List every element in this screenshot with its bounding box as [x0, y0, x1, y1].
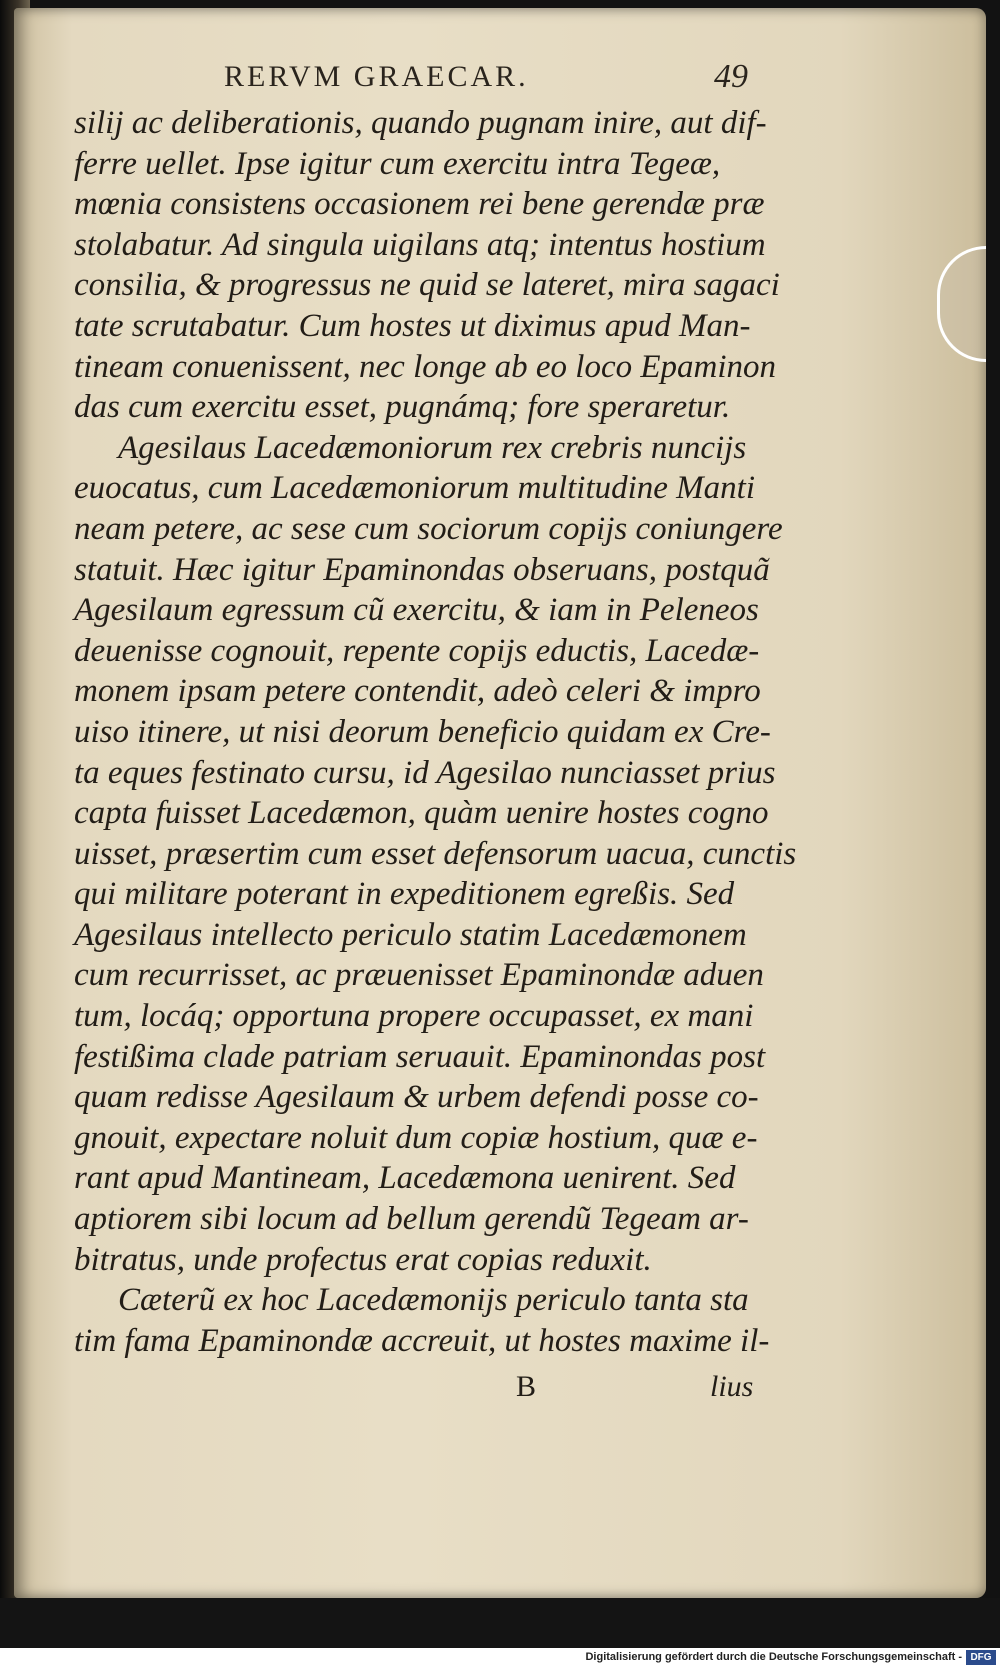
running-head: RERVM GRAECAR. — [224, 60, 529, 93]
text-line: stolabatur. Ad singula uigilans atq; intentus hostium — [74, 226, 766, 263]
text-line: tate scrutabatur. Cum hostes ut diximus apud Man- — [74, 307, 751, 344]
text-line: das cum exercitu esset, pugnámq; fore speraretur. — [74, 389, 731, 426]
text-line: monem ipsam petere contendit, adeò celeri & impro — [74, 673, 761, 710]
text-line: aptiorem sibi locum ad bellum gerendũ Tegeam ar- — [74, 1201, 749, 1238]
text-line: bitratus, unde profectus erat copias reduxit. — [74, 1241, 652, 1278]
text-line: qui militare poterant in expeditionem egreßis. Sed — [74, 876, 735, 913]
book-page — [14, 8, 986, 1598]
text-line: Cæterũ ex hoc Lacedæmonijs periculo tanta sta — [118, 1282, 749, 1319]
page-clip — [937, 246, 986, 362]
text-line: Agesilaus Lacedæmoniorum rex crebris nuncijs — [118, 429, 747, 466]
text-line: capta fuisset Lacedæmon, quàm uenire hostes cogno — [74, 795, 769, 832]
text-line: Agesilaum egressum cũ exercitu, & iam in Peleneos — [74, 592, 759, 629]
text-line: ferre uellet. Ipse igitur cum exercitu intra Tegeæ, — [74, 145, 721, 182]
footer-marks — [74, 1370, 764, 1410]
dfg-logo-icon: DFG — [966, 1650, 996, 1665]
text-line: statuit. Hæc igitur Epaminondas obseruans, postquã — [74, 551, 770, 588]
text-line: uiso itinere, ut nisi deorum beneficio quidam ex Cre- — [74, 713, 771, 750]
text-line: deuenisse cognouit, repente copijs eductis, Lacedæ- — [74, 632, 760, 669]
text-line: Agesilaus intellecto periculo statim Lacedæmonem — [74, 916, 747, 953]
text-line: silij ac deliberationis, quando pugnam inire, aut dif- — [74, 105, 767, 141]
text-line: tim fama Epaminondæ accreuit, ut hostes maxime il- — [74, 1322, 770, 1359]
text-line: mœnia consistens occasionem rei bene gerendæ præ — [74, 186, 765, 223]
body-text — [74, 103, 797, 1361]
text-line: neam petere, ac sese cum sociorum copijs coniungere — [74, 510, 783, 547]
credit-bar — [0, 1648, 1000, 1668]
text-line: tineam conuenissent, nec longe ab eo loco Epaminon — [74, 348, 777, 385]
text-line: cum recurrisset, ac præuenisset Epaminondæ aduen — [74, 957, 764, 994]
text-line: gnouit, expectare noluit dum copiæ hostium, quæ e- — [74, 1119, 758, 1156]
page-number: 49 — [714, 58, 748, 95]
text-line: rant apud Mantineam, Lacedæmona uenirent. Sed — [74, 1160, 736, 1197]
catchword: lius — [710, 1370, 754, 1403]
text-line: consilia, & progressus ne quid se lateret, mira sagaci — [74, 267, 780, 304]
text-line: uisset, præsertim cum esset defensorum uacua, cunctis — [74, 835, 797, 872]
text-line: festißima clade patriam seruauit. Epaminondas post — [74, 1038, 766, 1075]
text-line: tum, locáq; opportuna propere occupasset, ex mani — [74, 998, 754, 1035]
text-line: quam redisse Agesilaum & urbem defendi posse co- — [74, 1079, 759, 1116]
signature-mark: B — [516, 1370, 537, 1403]
text-line: euocatus, cum Lacedæmoniorum multitudine Manti — [74, 470, 756, 507]
credit-text: Digitalisierung gefördert durch die Deutsche Forschungsgemeinschaft - — [585, 1651, 962, 1663]
text-line: ta eques festinato cursu, id Agesilao nunciasset prius — [74, 754, 776, 791]
